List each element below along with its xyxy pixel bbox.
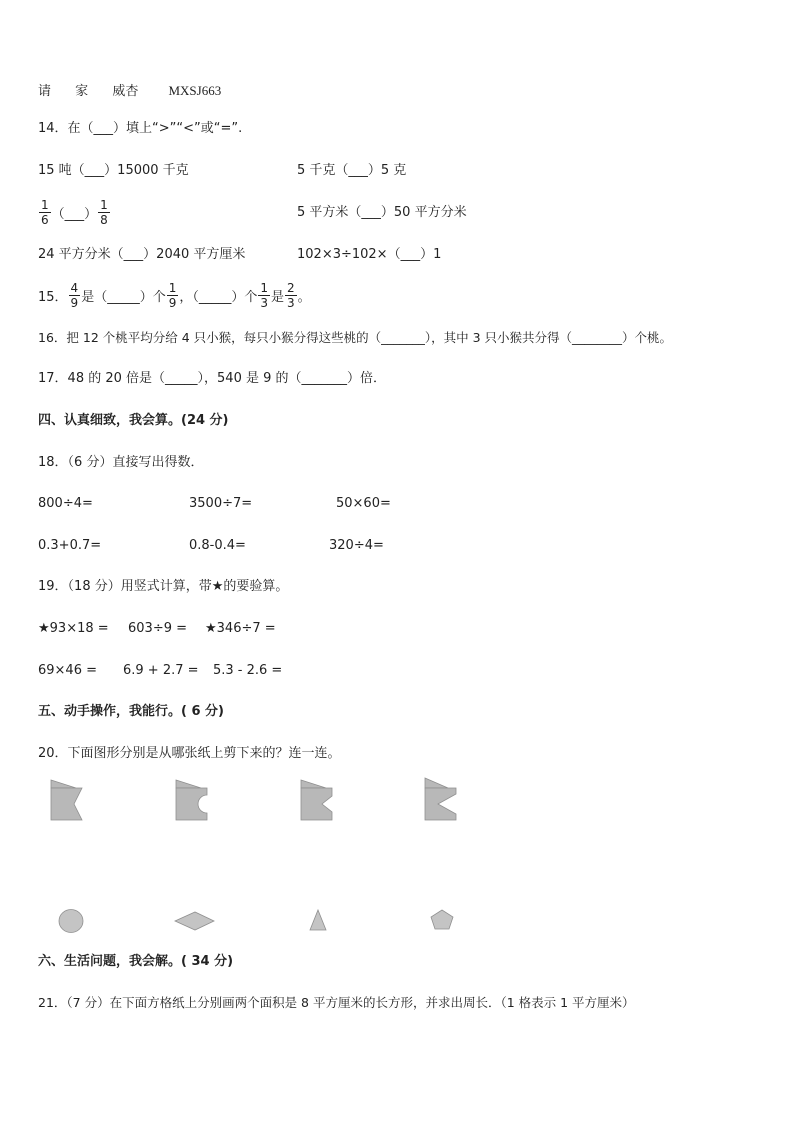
q14-item-d: 5 平方米（___）50 平方分米 [297, 205, 467, 220]
q18-r1-c2: 3500÷7= [189, 496, 253, 511]
q15-text-4: 。 [297, 289, 311, 305]
q14-item-f: 102×3÷102×（___）1 [297, 247, 442, 262]
q14-item-c [38, 193, 111, 231]
q18-title: 18．（6 分）直接写出得数． [38, 455, 204, 470]
folded-paper-4-icon [422, 776, 462, 824]
q18-r2-c2: 0.8-0.4= [189, 538, 246, 553]
q14-title: 14．在（___）填上“>”“<”或“=”. [38, 121, 243, 136]
pentagon-shape-icon [430, 908, 456, 932]
q14-item-a: 15 吨（___）15000 千克 [38, 163, 189, 178]
q20-title: 20．下面图形分别是从哪张纸上剪下来的？连一连。 [38, 746, 341, 761]
q15-prefix: 15． [38, 289, 68, 305]
section-5-heading: 五、动手操作，我能行。( 6 分) [38, 704, 224, 719]
section-6-heading: 六、生活问题，我会解。( 34 分) [38, 954, 234, 969]
q17: 17．48 的 20 倍是（_____），540 是 9 的（_______）倍． [38, 371, 387, 386]
q21: 21．（7 分）在下面方格纸上分别画两个面积是 8 平方厘米的长方形，并求出周长．（1 格表示 1 平方厘米） [38, 995, 635, 1010]
q14-item-b: 5 千克（___）5 克 [297, 163, 407, 178]
q15-frac-4: $\frac{2}{3}$ [287, 280, 295, 310]
folded-paper-3-icon [298, 778, 338, 824]
q15-frac-1: $\frac{4}{9}$ [70, 280, 79, 310]
section-4-heading: 四、认真细致，我会算。(24 分) [38, 413, 229, 428]
header-char-3: 威杏 [112, 84, 139, 99]
q19-title: 19．（18 分）用竖式计算，带★的要验算。 [38, 579, 289, 594]
q14-c-mid: （___） [51, 206, 98, 222]
triangle-shape-icon [308, 908, 330, 932]
q18-r2-c3: 320÷4= [329, 538, 384, 553]
q14-item-e: 24 平方分米（___）2040 平方厘米 [38, 247, 246, 262]
q15-text-1: 是（_____）个 [81, 289, 166, 305]
q14-frac-2: $\frac{1}{8}$ [100, 197, 108, 227]
q18-r1-c3: 50×60= [336, 496, 391, 511]
header-code: MXSJ663 [168, 83, 222, 98]
q15-line [38, 276, 311, 314]
q19-r1-c3: ★346÷7 = [205, 621, 276, 636]
circle-shape-icon [58, 908, 86, 934]
q15-text-2: ，（_____）个 [179, 289, 258, 305]
q15-text-3: 是 [271, 289, 285, 305]
folded-paper-2-icon [173, 778, 213, 824]
folded-paper-1-icon [48, 778, 88, 824]
header-char-2: 家 [75, 84, 89, 99]
q19-r1-c2: 603÷9 = [128, 621, 188, 636]
q15-frac-2: $\frac{1}{9}$ [168, 280, 177, 310]
q19-r2-c2: 6.9 + 2.7 = [123, 663, 199, 678]
q14-frac-1: $\frac{1}{6}$ [41, 197, 49, 227]
q18-r2-c1: 0.3+0.7= [38, 538, 102, 553]
q19-r2-c1: 69×46 = [38, 663, 98, 678]
q15-frac-3: $\frac{1}{3}$ [260, 280, 268, 310]
header-char-1: 请 [38, 84, 52, 99]
q18-r1-c1: 800÷4= [38, 496, 93, 511]
q16: 16．把 12 个桃平均分给 4 只小猴，每只小猴分得这些桃的（_______），其中 3 只小猴共分得（________）个桃。 [38, 330, 673, 345]
q19-r1-c1: ★93×18 = [38, 621, 109, 636]
rhombus-shape-icon [174, 910, 216, 932]
q19-r2-c3: 5.3 - 2.6 = [213, 663, 283, 678]
page-header [38, 83, 221, 100]
